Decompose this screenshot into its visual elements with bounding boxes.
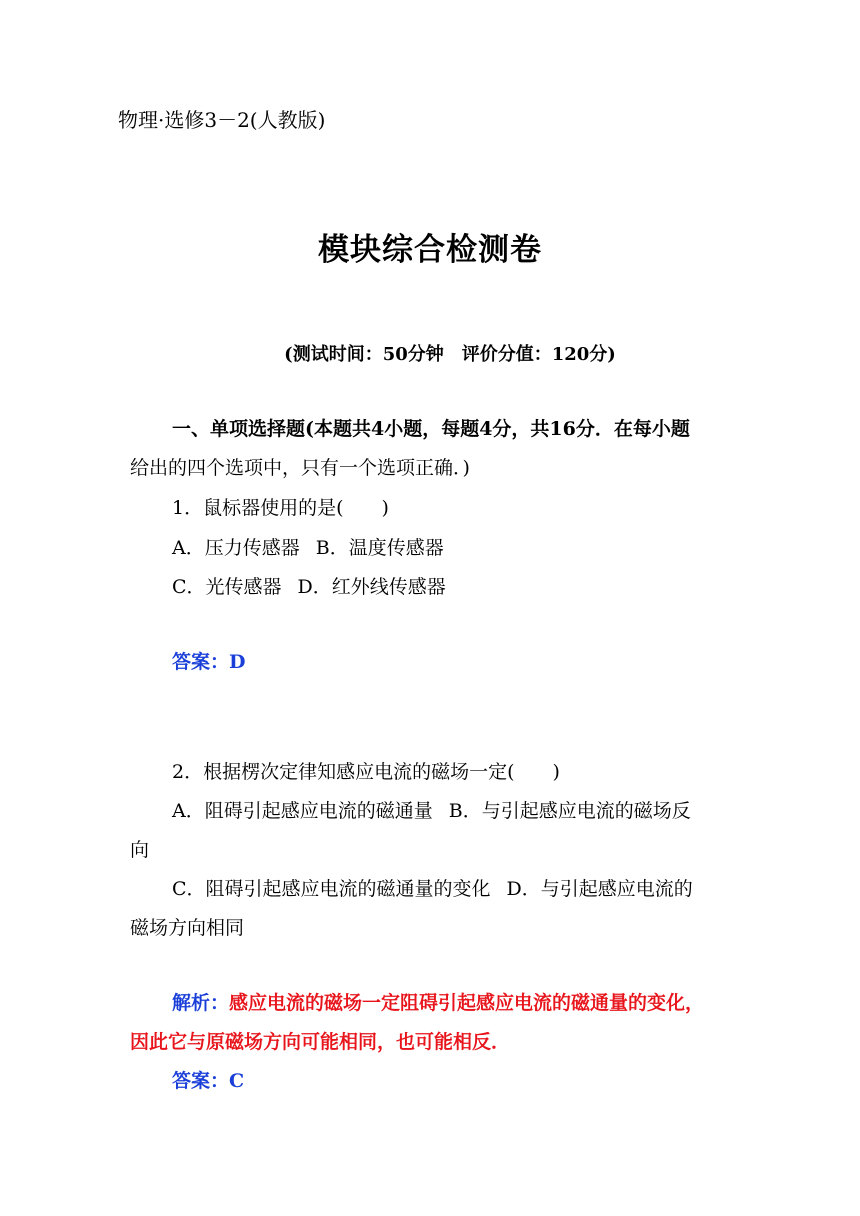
question-2-analysis-line1 [172,988,704,1015]
option-b-continuation: 向 [130,839,150,861]
option-a: A．阻碍引起感应电流的磁通量 [172,800,433,822]
question-1-options-cd [172,572,446,599]
answer-label: 答案： [172,651,230,673]
option-d: D．与引起感应电流的 [506,878,693,900]
question-2-options-cd [172,874,693,901]
section-heading-line2: 给出的四个选项中，只有一个选项正确．) [130,457,470,479]
question-2-options-ab [172,796,691,823]
answer-value: C [229,1070,245,1092]
option-b: B．温度传感器 [315,537,444,559]
answer-label: 答案： [172,1070,230,1092]
analysis-label: 解析： [172,992,230,1014]
option-a: A．压力传感器 [172,537,300,559]
question-2-stem: 2．根据楞次定律知感应电流的磁场一定( ) [172,761,560,783]
question-2-answer [172,1066,244,1093]
option-b: B．与引起感应电流的磁场反 [448,800,691,822]
question-1-options-ab [172,533,444,560]
option-d-continuation: 磁场方向相同 [130,917,245,939]
page-title: 模块综合检测卷 [318,232,542,268]
answer-value: D [229,651,246,673]
option-c: C．阻碍引起感应电流的磁通量的变化 [172,878,491,900]
section-heading-line1: 一、单项选择题(本题共4小题，每题4分，共16分．在每小题 [172,418,690,440]
question-2-analysis-line2: 因此它与原磁场方向可能相同，也可能相反． [130,1031,511,1053]
option-c: C．光传感器 [172,576,282,598]
analysis-text: 感应电流的磁场一定阻碍引起感应电流的磁通量的变化， [229,992,705,1014]
book-header: 物理·选修3－2(人教版) [118,108,326,132]
question-1-stem: 1．鼠标器使用的是( ) [172,497,389,519]
exam-info: (测试时间：50分钟 评价分值：120分) [284,344,616,365]
question-1-answer [172,647,246,674]
option-d: D．红外线传感器 [297,576,446,598]
